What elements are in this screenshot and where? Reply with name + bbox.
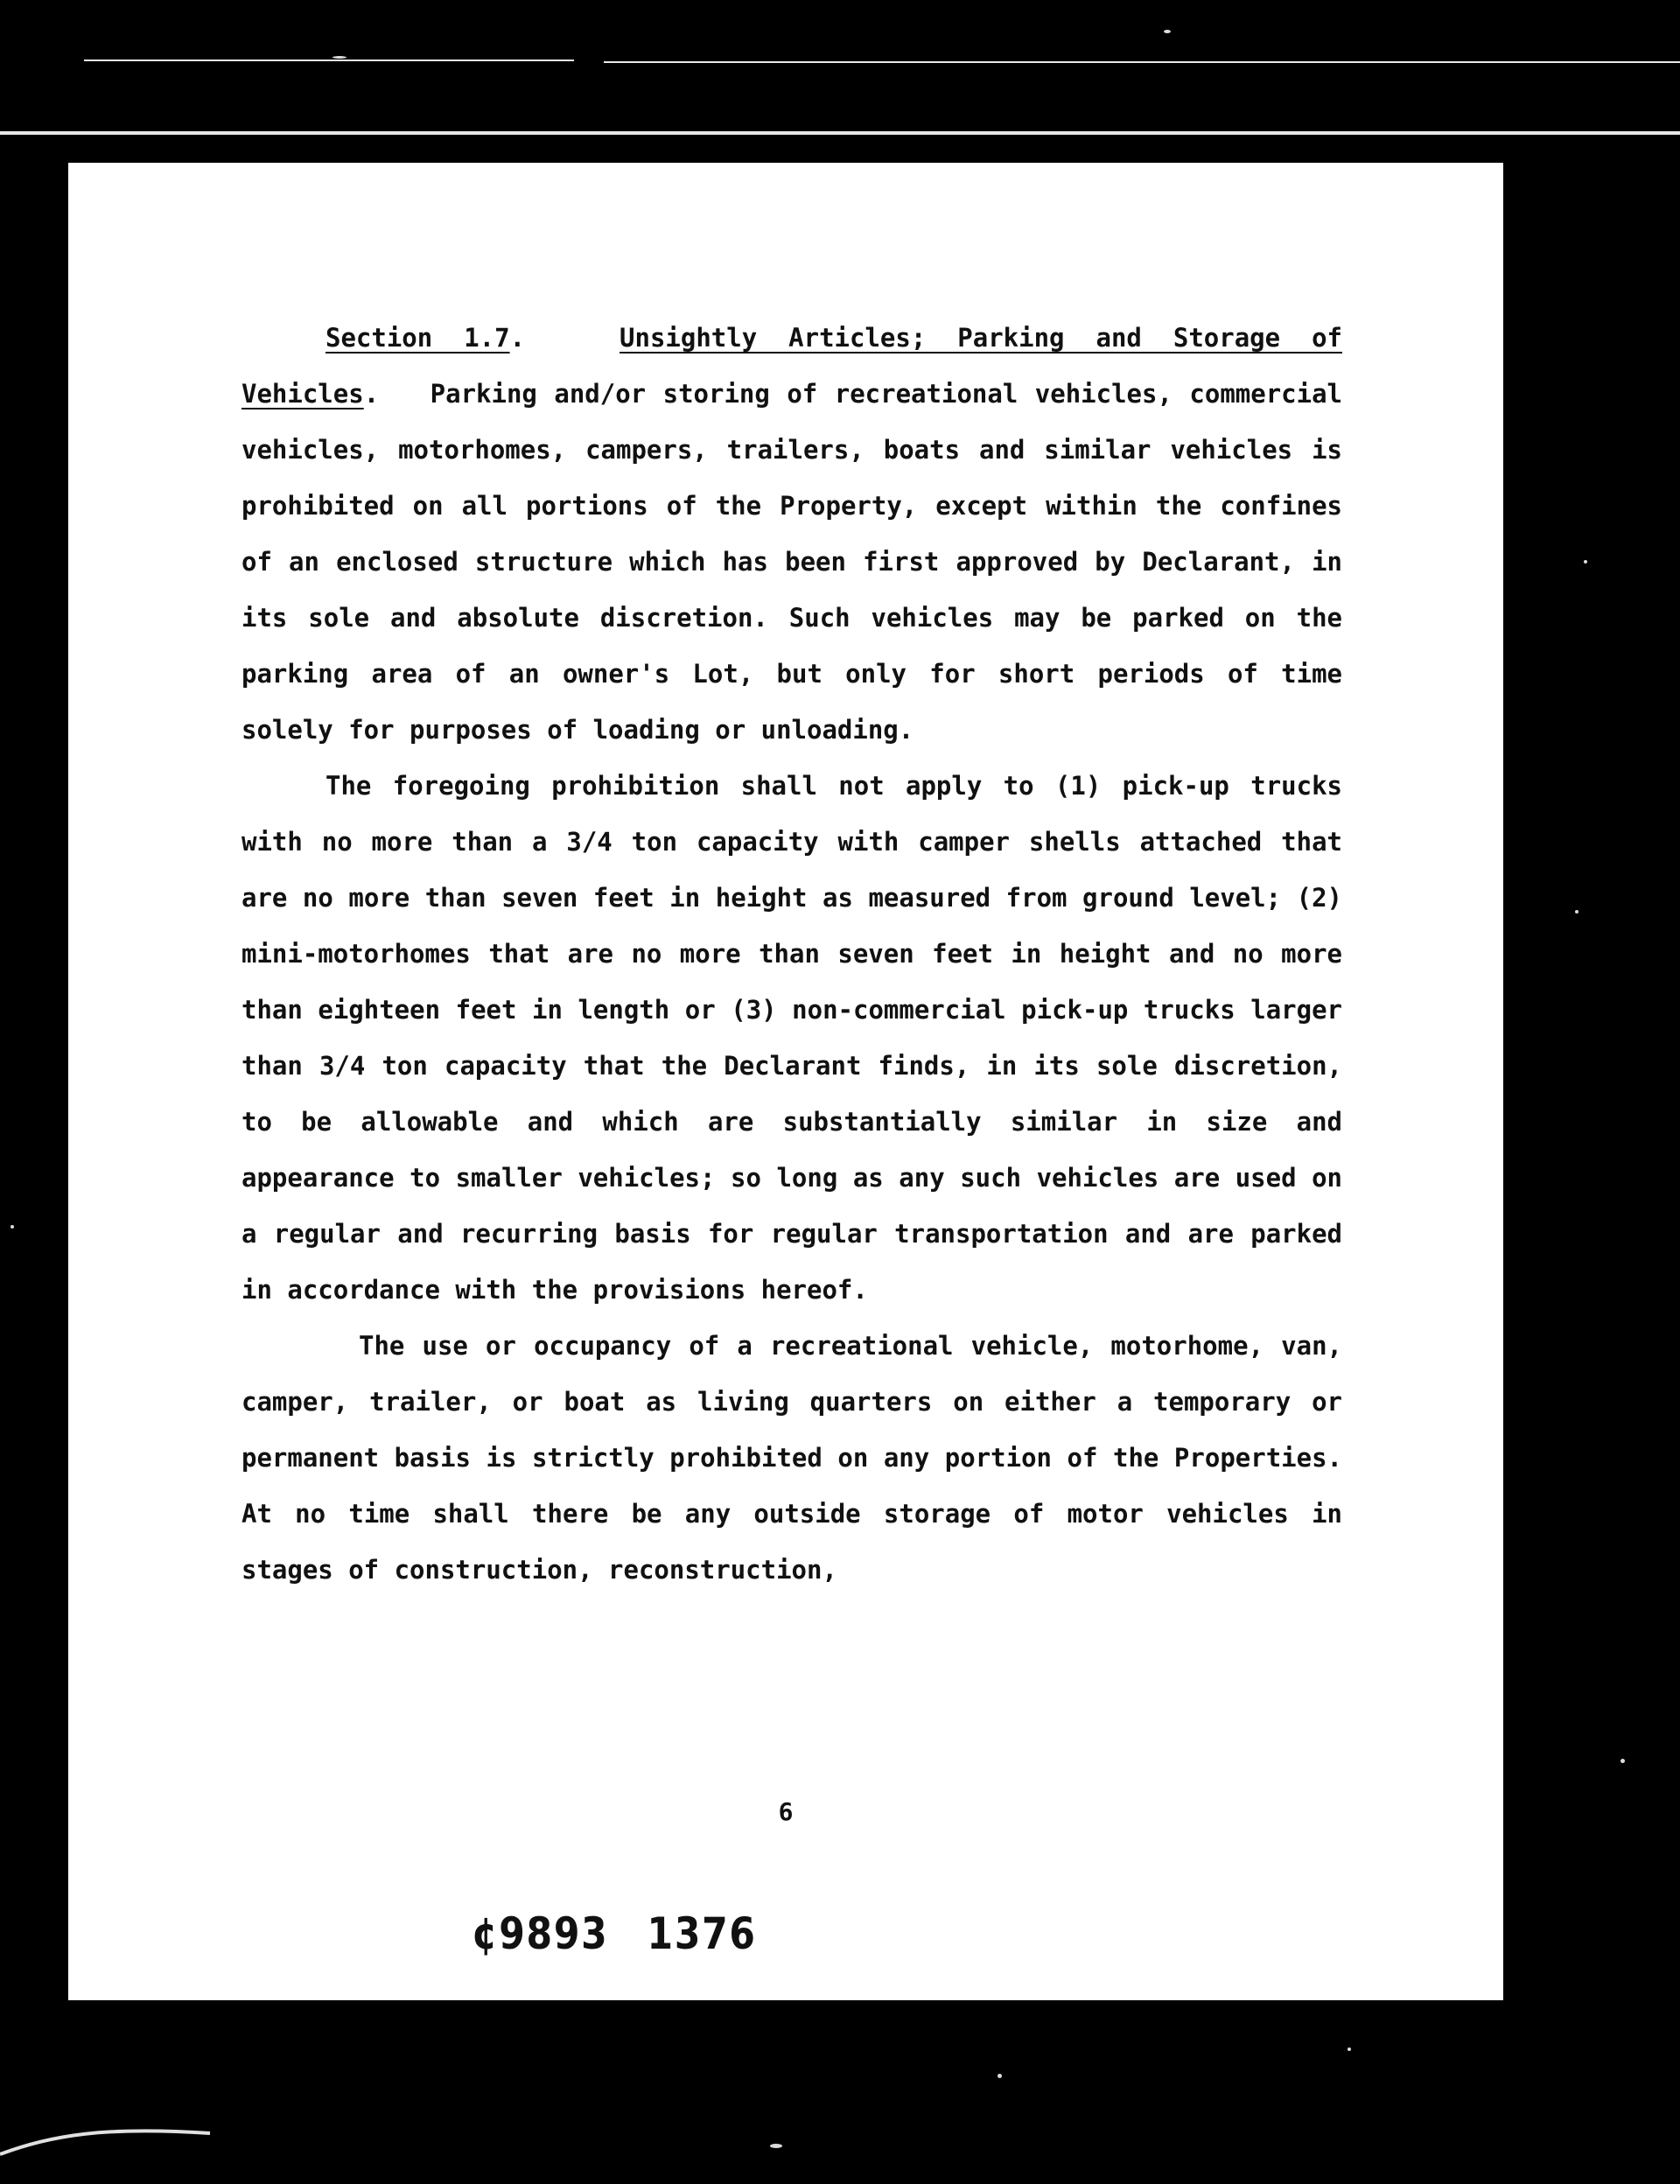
section-title-line2: Vehicles	[242, 379, 364, 409]
paragraph-2: The foregoing prohibition shall not apply to (1) pick-up trucks with no more than a 3/4 ton capacity with camper shells attached that are no more than seven feet in height as measured from ground level; (2) mini-motorhomes that are no more than seven feet in height and no more than eighteen feet in length or (3) non-commercial pick-up trucks larger than 3/4 ton capacity that the Declarant finds, in its sole discretion, to be allowable and which are substantially similar in size and appearance to smaller vehicles; so long as any such vehicles are used on a regular and recurring basis for regular transportation and are parked in accordance with the provisions hereof.	[242, 771, 1342, 1305]
paragraph-3: The use or occupancy of a recreational vehicle, motorhome, van, camper, trailer, or boat as living quarters on either a temporary or permanent basis is strictly prohibited on any portion of the Properties. At no time shall there be any outside storage of motor vehicles in stages of construction, reconstruction,	[242, 1331, 1342, 1585]
speck	[770, 2144, 782, 2148]
document-page	[68, 163, 1503, 2000]
scan-line-upper	[0, 131, 1680, 135]
stamp-left: ¢9893	[472, 1908, 609, 1959]
stamp-right: 1376	[647, 1908, 757, 1959]
scan-line-top	[84, 60, 574, 61]
speck	[1584, 560, 1587, 564]
scan-artifact-curve	[0, 2109, 262, 2161]
speck	[1620, 1759, 1625, 1763]
document-stamp	[472, 1908, 757, 1959]
speck	[332, 56, 346, 59]
scan-line-top	[604, 61, 1680, 63]
speck	[998, 2074, 1002, 2078]
section-title-line1: Unsightly Articles; Parking and Storage of	[620, 323, 1342, 353]
speck	[1575, 910, 1578, 914]
speck	[1348, 2048, 1351, 2051]
paragraph-1-body: Parking and/or storing of recreational vehicles, commercial vehicles, motorhomes, campers, trailers, boats and similar vehicles is prohibited on all portions of the Property, except within the confines of an enclosed structure which has been first approved by Declarant, in its sole and absolute discretion. Such vehicles may be parked on the parking area of an owner's Lot, but only for short periods of time solely for purposes of loading or unloading.	[242, 379, 1343, 745]
document-body	[242, 310, 1342, 1598]
speck	[10, 1225, 14, 1228]
page-number: 6	[778, 1797, 794, 1826]
section-label: Section 1.7	[326, 323, 510, 353]
paragraph-1: Section 1.7. Unsightly Articles; Parking and Storage of Vehicles. Parking and/or storing of recreational vehicles, commercial vehicles, motorhomes, campers, trailers, boats and similar vehicles is prohibited on all portions of the Property, except within the confines of an enclosed structure which has been first approved by Declarant, in its sole and absolute discretion. Such vehicles may be parked on the parking area of an owner's Lot, but only for short periods of time solely for purposes of loading or unloading.	[242, 323, 1343, 745]
speck	[1164, 30, 1171, 33]
